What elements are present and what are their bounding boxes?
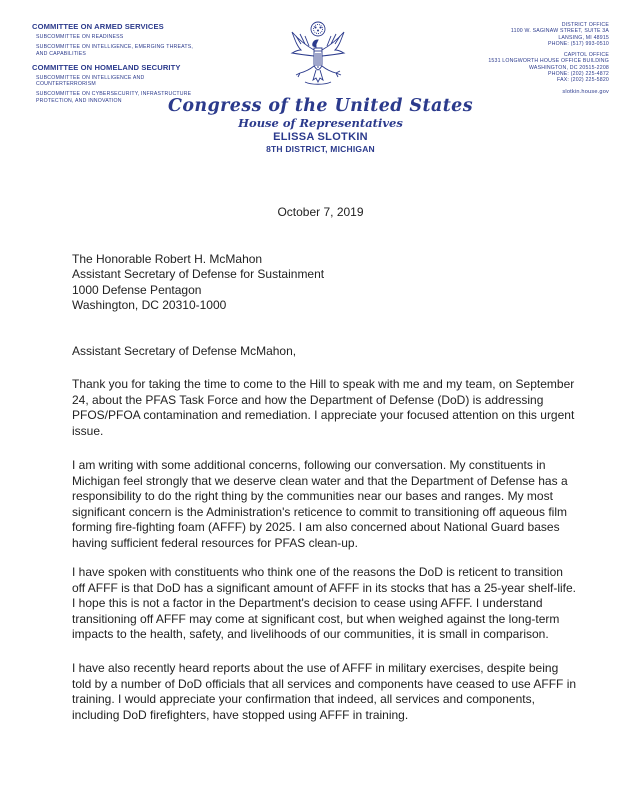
masthead	[150, 96, 491, 155]
subcommittee-name: SUBCOMMITTEE ON CYBERSECURITY, INFRASTRUCTURE PROTECTION, AND INNOVATION	[36, 91, 192, 104]
committee-list	[32, 22, 202, 104]
house-title: House of Representatives	[238, 116, 403, 130]
body-paragraph: I have also recently heard reports about the use of AFFF in military exercises, despite being told by a number of DoD officials that all services and components have ceased to use AFFF in training. I would appreciate your confirmation that indeed, all services and components, including DoD firefighters, have stopped using AFFF in training.	[72, 661, 577, 722]
congress-title: Congress of the United States	[168, 96, 473, 116]
office-label: DISTRICT OFFICE	[561, 22, 609, 28]
member-name: ELISSA SLOTKIN	[273, 131, 368, 143]
office-line: PHONE: (202) 225-4872	[547, 71, 609, 78]
member-district: 8TH DISTRICT, MICHIGAN	[266, 144, 375, 154]
committee-name: COMMITTEE ON HOMELAND SECURITY	[32, 62, 181, 72]
subcommittee-name: SUBCOMMITTEE ON INTELLIGENCE AND COUNTERTERRORISM	[36, 74, 145, 88]
recipient-title: Assistant Secretary of Defense for Sustainment	[72, 267, 325, 282]
office-addresses	[439, 22, 609, 95]
subcommittee-name: SUBCOMMITTEE ON READINESS	[36, 34, 124, 40]
office-line: FAX: (202) 225-5820	[557, 77, 609, 84]
website-text: slotkin.house.gov	[562, 88, 609, 95]
body-paragraph: I am writing with some additional concerns, following our conversation. My constituents in Michigan feel strongly that we deserve clean water and that the Department of Defense has a responsibility to do the right thing by the communities near our bases and ranges. My most significant concern is the Administration's reticence to commit to transitioning off aqueous film forming fire-fighting foam (AFFF) by 2025. I am also concerned about National Guard bases having sufficient federal resources for PFAS clean-up.	[72, 458, 568, 550]
district-office	[439, 22, 609, 47]
recipient-address-line: Washington, DC 20310-1000	[72, 297, 227, 312]
committee-name: COMMITTEE ON ARMED SERVICES	[32, 22, 164, 31]
recipient-address-line: 1000 Defense Pentagon	[72, 282, 202, 297]
letter-date: October 7, 2019	[277, 205, 364, 219]
great-seal-eagle-icon	[287, 20, 349, 88]
subcommittee-name: SUBCOMMITTEE ON INTELLIGENCE, EMERGING THREATS, AND CAPABILITIES	[36, 44, 194, 57]
office-label: CAPITOL OFFICE	[563, 52, 609, 59]
body-paragraph: I have spoken with constituents who think one of the reasons the DoD is reticent to transition off AFFF is that DoD has a significant amount of AFFF in its stocks that has a 25-year shelf-life. I hope this is not a factor in the Department's decision to cease using AFFF. I understand transitioning off AFFF may come at significant cost, but when weighed against the long-term impacts to the health, safety, and livelihoods of our communities, it is small in comparison.	[72, 565, 576, 642]
office-line: 1100 W. SAGINAW STREET, SUITE 3A	[510, 28, 609, 35]
salutation: Assistant Secretary of Defense McMahon,	[72, 344, 297, 358]
body-paragraph: Thank you for taking the time to come to the Hill to speak with me and my team, on September 24, about the PFAS Task Force and how the Department of Defense (DoD) is addressing PFOS/PFOA contamination and remediation. I appreciate your focused attention on this urgent issue.	[72, 377, 575, 438]
office-line: PHONE: (517) 993-0510	[547, 40, 609, 47]
capitol-office	[439, 52, 609, 83]
office-line: LANSING, MI 48915	[558, 34, 609, 41]
office-line: WASHINGTON, DC 20515-2208	[529, 64, 609, 71]
recipient-name: The Honorable Robert H. McMahon	[72, 252, 263, 266]
recipient-address	[72, 252, 324, 313]
office-line: 1531 LONGWORTH HOUSE OFFICE BUILDING	[488, 58, 609, 65]
